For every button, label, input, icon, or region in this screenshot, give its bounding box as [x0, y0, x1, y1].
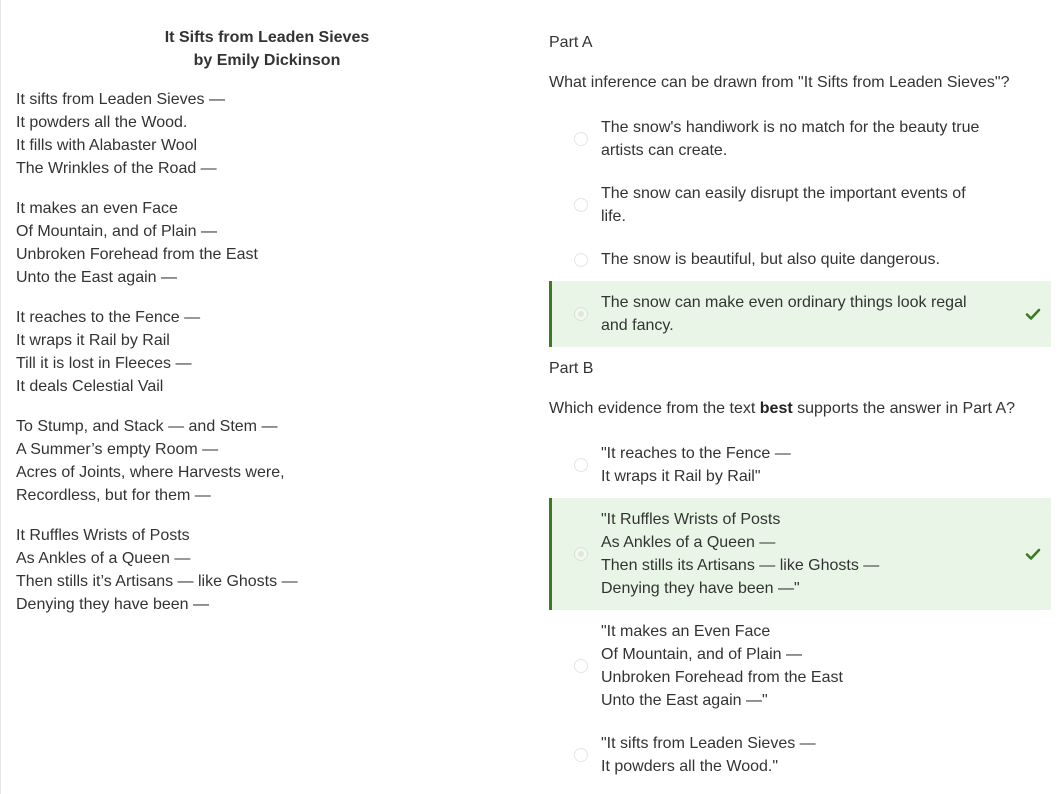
- part-b-question: [549, 397, 1053, 420]
- poem-line: It reaches to the Fence —: [16, 309, 201, 326]
- poem-line: It sifts from Leaden Sieves —: [16, 91, 225, 108]
- radio-button[interactable]: [574, 132, 588, 146]
- passage-title: [16, 26, 518, 72]
- question-panel: [549, 31, 1053, 788]
- checkmark-icon: [1025, 546, 1041, 562]
- part-a-options: [549, 106, 1053, 347]
- radio-button[interactable]: [574, 458, 588, 472]
- answer-option[interactable]: [549, 722, 1051, 788]
- poem-stanza: [16, 524, 516, 616]
- part-b-question-start: Which evidence from the text: [549, 400, 760, 417]
- answer-option-line: Unto the East again —": [601, 692, 768, 709]
- answer-option-line: The snow can easily disrupt the important events of: [601, 185, 966, 202]
- poem-line: Then stills it’s Artisans — like Ghosts —: [16, 573, 298, 590]
- answer-option[interactable]: [549, 432, 1051, 498]
- radio-button[interactable]: [574, 307, 588, 321]
- answer-option-line: Then stills its Artisans — like Ghosts —: [601, 557, 880, 574]
- poem-line: It makes an even Face: [16, 200, 178, 217]
- poem-line: It fills with Alabaster Wool: [16, 137, 198, 154]
- poem-line: It wraps it Rail by Rail: [16, 332, 170, 349]
- poem-author: by Emily Dickinson: [193, 52, 341, 69]
- answer-option[interactable]: [549, 281, 1051, 347]
- answer-option[interactable]: [549, 498, 1051, 610]
- answer-option-line: "It reaches to the Fence —: [601, 445, 791, 462]
- poem-body: [16, 88, 516, 616]
- poem-line: Acres of Joints, where Harvests were,: [16, 464, 285, 481]
- answer-option-line: Unbroken Forehead from the East: [601, 669, 843, 686]
- radio-button[interactable]: [574, 547, 588, 561]
- part-a-label: Part A: [549, 34, 593, 51]
- answer-option-text: [601, 291, 991, 337]
- poem-line: Of Mountain, and of Plain —: [16, 223, 217, 240]
- part-b-options: [549, 432, 1053, 788]
- radio-button[interactable]: [574, 748, 588, 762]
- answer-option-line: Denying they have been —": [601, 580, 800, 597]
- answer-option-text: [601, 732, 991, 778]
- answer-option-text: [601, 182, 991, 228]
- answer-option-line: It wraps it Rail by Rail": [601, 468, 761, 485]
- poem-line: It powders all the Wood.: [16, 114, 188, 131]
- poem-line: To Stump, and Stack — and Stem —: [16, 418, 278, 435]
- passage-panel: [16, 26, 516, 633]
- answer-option-text: [601, 442, 991, 488]
- answer-option-line: The snow is beautiful, but also quite dangerous.: [601, 251, 940, 268]
- answer-option-line: artists can create.: [601, 142, 728, 159]
- part-b-label: Part B: [549, 360, 594, 377]
- poem-stanza: [16, 197, 516, 289]
- answer-option-text: [601, 620, 991, 712]
- answer-option-line: It powders all the Wood.": [601, 758, 779, 775]
- answer-option-line: The snow can make even ordinary things look regal: [601, 294, 967, 311]
- page-left-border: [0, 0, 1, 794]
- poem-stanza: [16, 415, 516, 507]
- poem-line: Till it is lost in Fleeces —: [16, 355, 192, 372]
- part-b-question-end: supports the answer in Part A?: [792, 400, 1016, 417]
- poem-line: It Ruffles Wrists of Posts: [16, 527, 190, 544]
- answer-option-line: Of Mountain, and of Plain —: [601, 646, 802, 663]
- answer-option-line: "It makes an Even Face: [601, 623, 771, 640]
- answer-option[interactable]: [549, 238, 1051, 281]
- answer-option-text: [601, 116, 991, 162]
- poem-stanza: [16, 88, 516, 180]
- poem-line: The Wrinkles of the Road —: [16, 160, 217, 177]
- checkmark-icon: [1025, 306, 1041, 322]
- radio-button[interactable]: [574, 253, 588, 267]
- poem-line: Recordless, but for them —: [16, 487, 211, 504]
- answer-option[interactable]: [549, 610, 1051, 722]
- answer-option-line: The snow's handiwork is no match for the beauty true: [601, 119, 980, 136]
- answer-option[interactable]: [549, 106, 1051, 172]
- answer-option[interactable]: [549, 172, 1051, 238]
- poem-line: Denying they have been —: [16, 596, 210, 613]
- answer-option-text: [601, 248, 991, 271]
- answer-option-line: As Ankles of a Queen —: [601, 534, 776, 551]
- poem-line: As Ankles of a Queen —: [16, 550, 191, 567]
- part-a-question: What inference can be drawn from "It Sifts from Leaden Sieves"?: [549, 74, 1010, 91]
- answer-option-line: life.: [601, 208, 626, 225]
- poem-stanza: [16, 306, 516, 398]
- answer-option-line: and fancy.: [601, 317, 674, 334]
- poem-line: It deals Celestial Vail: [16, 378, 164, 395]
- poem-title: It Sifts from Leaden Sieves: [164, 29, 370, 46]
- radio-button[interactable]: [574, 659, 588, 673]
- answer-option-line: "It sifts from Leaden Sieves —: [601, 735, 816, 752]
- radio-button[interactable]: [574, 198, 588, 212]
- poem-line: A Summer’s empty Room —: [16, 441, 219, 458]
- poem-line: Unbroken Forehead from the East: [16, 246, 258, 263]
- answer-option-text: [601, 508, 991, 600]
- poem-line: Unto the East again —: [16, 269, 177, 286]
- answer-option-line: "It Ruffles Wrists of Posts: [601, 511, 781, 528]
- part-b-question-emphasis: best: [759, 400, 793, 417]
